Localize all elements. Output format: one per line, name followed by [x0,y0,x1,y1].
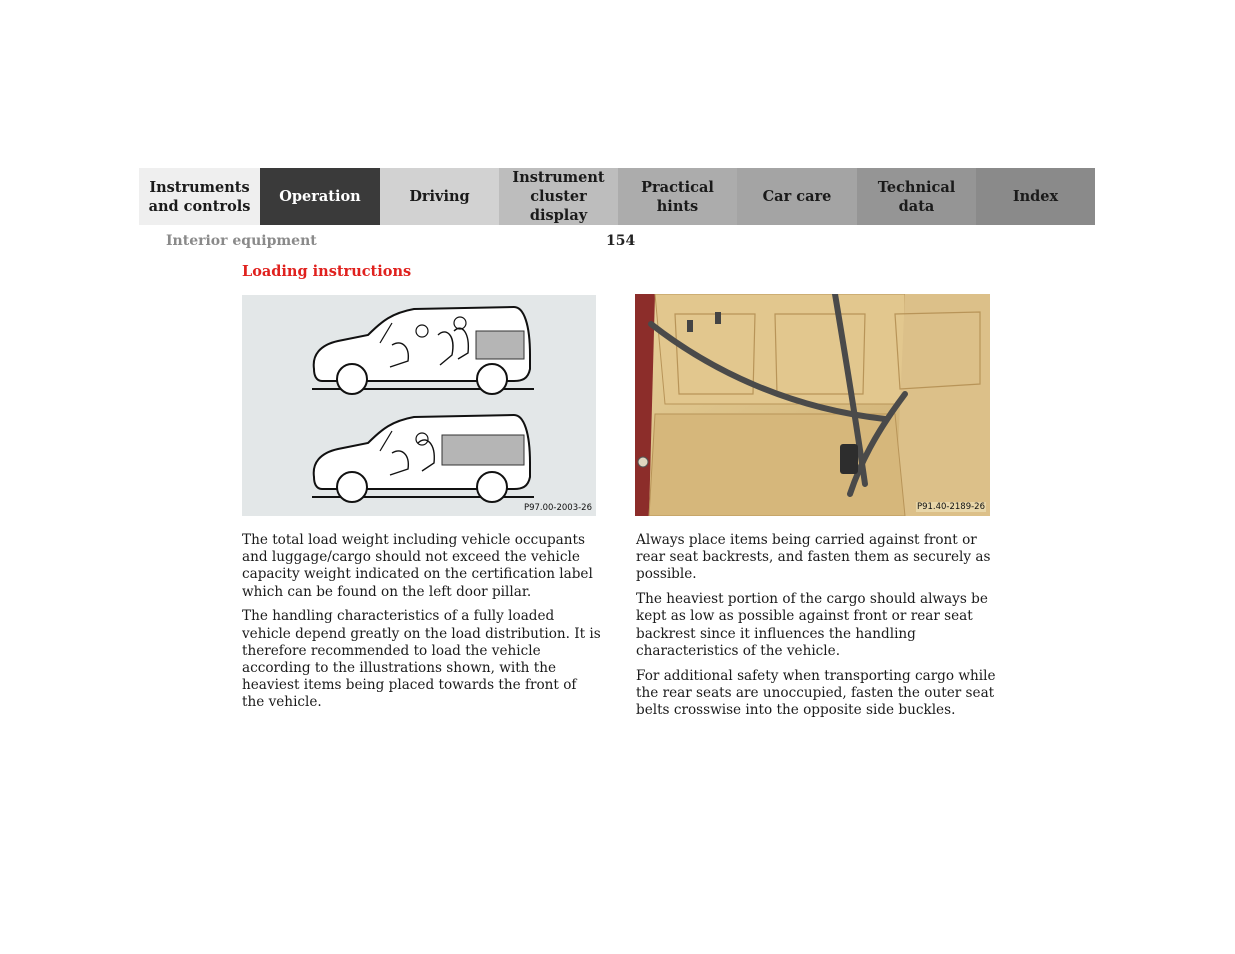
paragraph-handling: The handling characteristics of a fully loaded vehicle depend greatly on the load distribution. It is therefore recommended to load the vehicle according to the illustrations shown, with the heaviest items being placed towards the front of the vehicle. [242,608,601,711]
paragraph-place-items: Always place items being carried against front or rear seat backrests, and fasten them as securely as possible. [636,532,991,583]
left-text-column [242,532,602,719]
tab-index[interactable]: Index [976,168,1095,225]
tab-instrument-cluster-display[interactable]: Instrument cluster display [499,168,618,225]
page-number: 154 [606,233,636,249]
rear-seat-belts-illustration [635,294,990,516]
loading-diagram-figure [242,295,596,516]
vehicle-loading-illustration [242,295,596,516]
page-heading: Loading instructions [242,263,412,280]
tab-operation[interactable]: Operation [260,168,380,225]
figure-code-right: P91.40-2189-26 [916,502,985,512]
paragraph-heaviest-portion: The heaviest portion of the cargo should always be kept as low as possible against front or rear seat backrest since it influences the handling characteristics of the vehicle. [636,591,988,659]
tab-instruments-and-controls[interactable]: Instruments and controls [139,168,260,225]
tab-practical-hints[interactable]: Practical hints [618,168,737,225]
buckle-shape [840,444,858,474]
vehicle-rear-seats-folded [312,415,534,502]
section-title: Interior equipment [166,233,317,249]
chapter-tabs [139,168,1095,225]
right-text-column [636,532,996,727]
tab-car-care[interactable]: Car care [737,168,857,225]
tab-technical-data[interactable]: Technical data [857,168,976,225]
seat-belt-photo-figure [635,294,990,516]
tab-driving[interactable]: Driving [380,168,499,225]
paragraph-additional-safety: For additional safety when transporting cargo while the rear seats are unoccupied, fasten the outer seat belts crosswise into the opposite side buckles. [636,667,996,719]
vehicle-rear-seats-upright [312,307,534,394]
paragraph-load-weight: The total load weight including vehicle occupants and luggage/cargo should not exceed the vehicle capacity weight indicated on the certification label which can be found on the left door pillar. [242,532,593,600]
figure-code-left: P97.00-2003-26 [523,503,592,513]
